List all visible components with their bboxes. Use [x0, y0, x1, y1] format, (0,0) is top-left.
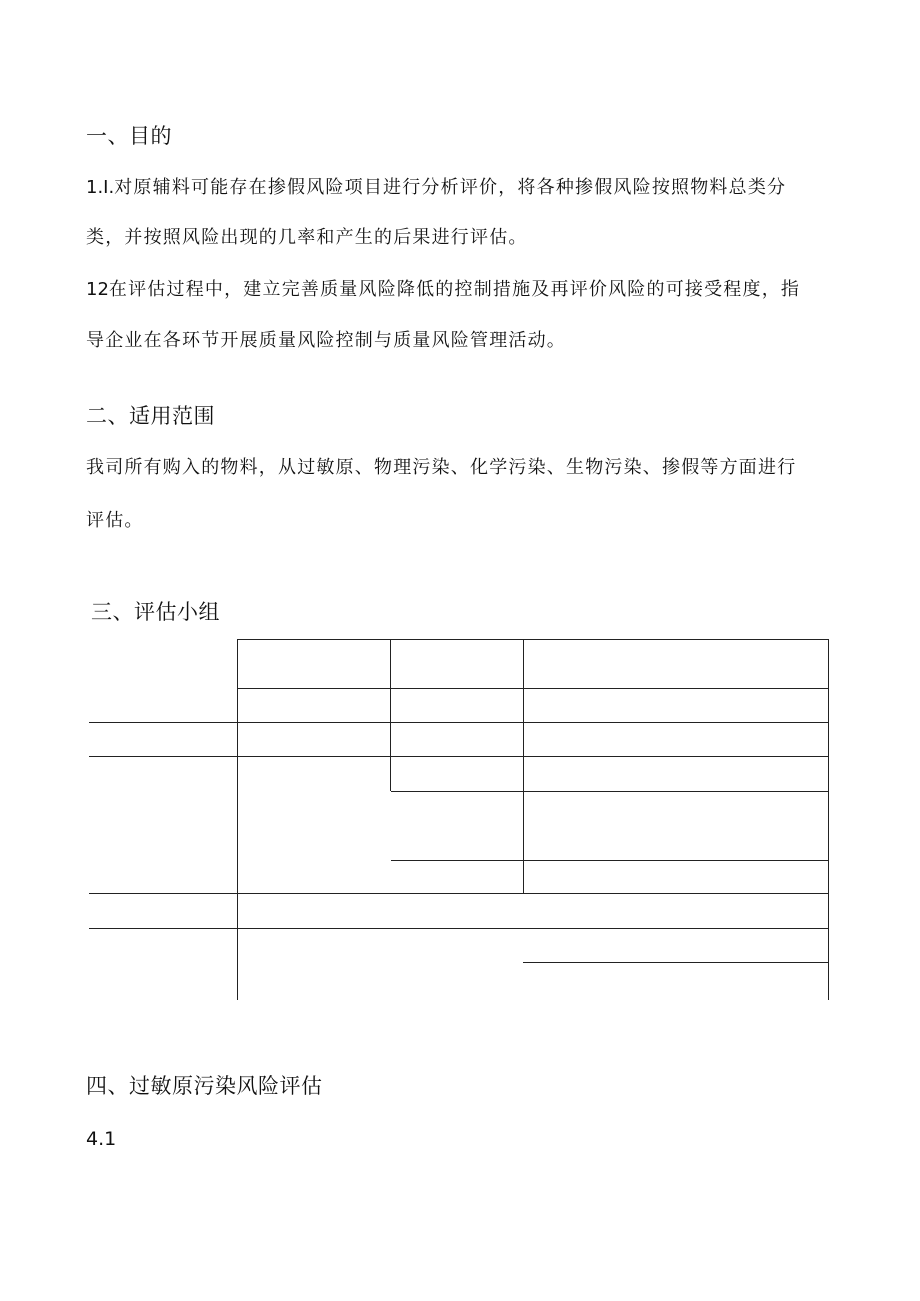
purpose-item-2-line-2: 导企业在各环节开展质量风险控制与质量风险管理活动。 — [86, 330, 566, 351]
purpose-item-1-number: 1.I. — [86, 177, 115, 198]
purpose-item-2-text: 在评估过程中，建立完善质量风险降低的控制措施及再评价风险的可接受程度，指 — [108, 279, 801, 300]
table-rule — [391, 791, 829, 792]
section-heading-purpose: 一、目的 — [86, 124, 172, 148]
table-rule — [237, 688, 829, 689]
table-rule — [391, 860, 829, 861]
table-rule — [89, 928, 829, 929]
table-rule — [237, 639, 238, 1000]
purpose-item-1-text: 对原辅料可能存在掺假风险项目进行分析评价，将各种掺假风险按照物料总类分 — [114, 177, 787, 198]
table-rule — [237, 639, 829, 640]
scope-line-1: 我司所有购入的物料，从过敏原、物理污染、化学污染、生物污染、掺假等方面进行 — [86, 457, 797, 478]
table-rule — [523, 962, 829, 963]
section-heading-team: 三、评估小组 — [91, 600, 220, 624]
allergen-sub-number: 4.1 — [86, 1128, 117, 1150]
table-rule — [523, 639, 524, 893]
table-rule — [89, 756, 829, 757]
purpose-item-1-line-1 — [86, 175, 786, 201]
purpose-item-2-line-1 — [86, 277, 800, 303]
purpose-item-2-number: 12 — [86, 279, 109, 300]
table-rule — [89, 893, 829, 894]
table-rule — [828, 639, 829, 1000]
purpose-item-1-line-2: 类，并按照风险出现的几率和产生的后果进行评估。 — [86, 227, 528, 248]
table-rule — [390, 639, 391, 791]
section-heading-scope: 二、适用范围 — [86, 404, 215, 428]
table-rule — [89, 722, 829, 723]
scope-line-2: 评估。 — [86, 510, 144, 531]
section-heading-allergen: 四、过敏原污染风险评估 — [86, 1074, 323, 1098]
